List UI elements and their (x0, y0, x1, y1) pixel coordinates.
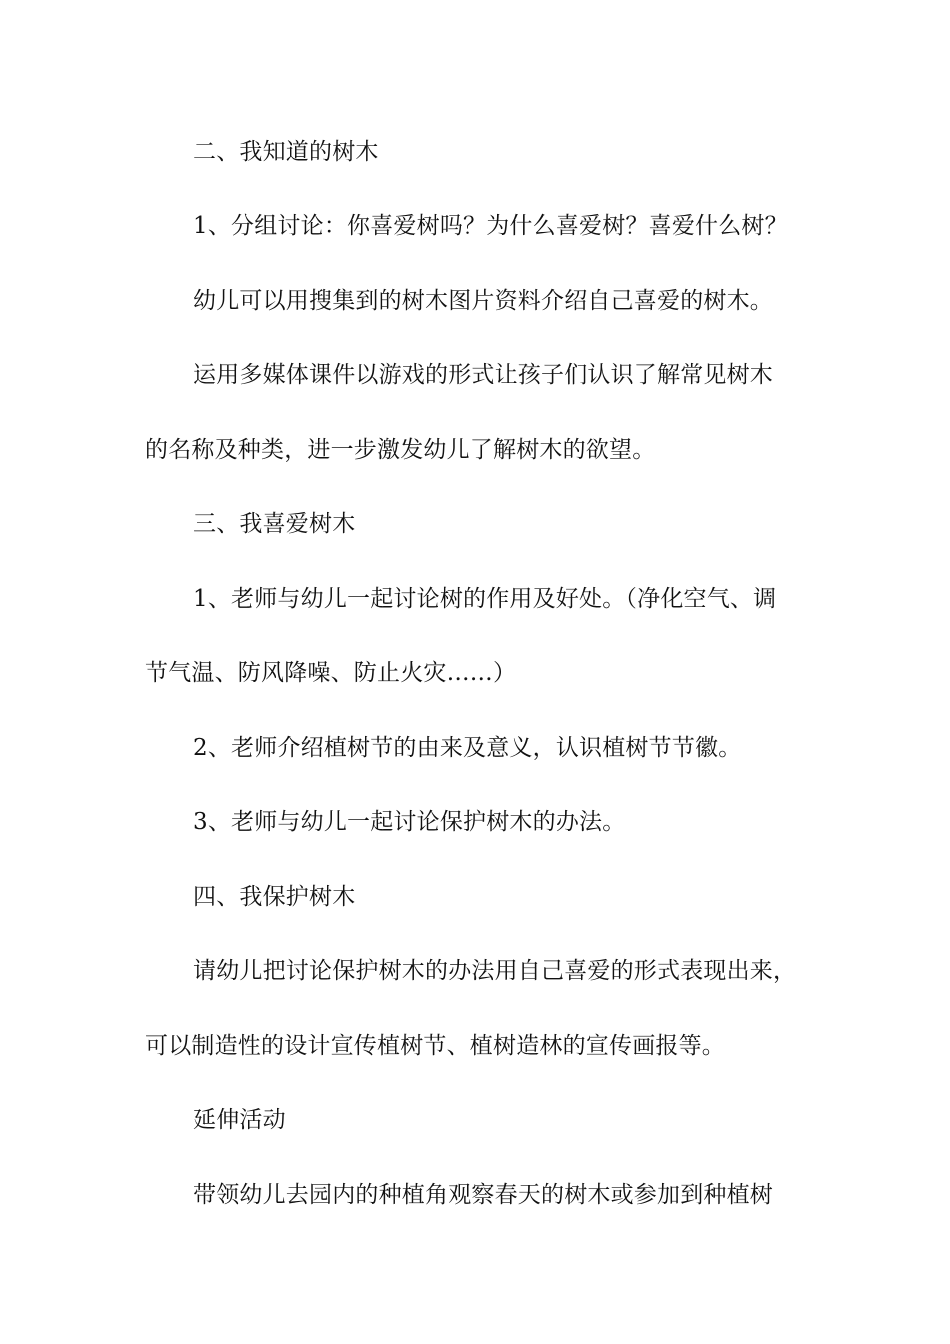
section-heading-4: 四、我保护树木 (193, 884, 356, 910)
paragraph-line: 节气温、防风降噪、防止火灾……） (145, 660, 517, 686)
paragraph-line: 可以制造性的设计宣传植树节、植树造林的宣传画报等。 (145, 1033, 725, 1059)
section-heading-3: 三、我喜爱树木 (193, 511, 356, 537)
paragraph-line: 1、分组讨论：你喜爱树吗？为什么喜爱树？喜爱什么树？ (193, 213, 788, 239)
paragraph-line: 带领幼儿去园内的种植角观察春天的树木或参加到种植树 (193, 1182, 773, 1208)
paragraph-line: 请幼儿把讨论保护树木的办法用自己喜爱的形式表现出来， (193, 958, 797, 984)
paragraph-line: 1、老师与幼儿一起讨论树的作用及好处。（净化空气、调 (193, 586, 777, 612)
paragraph-line: 运用多媒体课件以游戏的形式让孩子们认识了解常见树木 (193, 362, 773, 388)
paragraph-line: 幼儿可以用搜集到的树木图片资料介绍自己喜爱的树木。 (193, 288, 773, 314)
paragraph-line: 3、老师与幼儿一起讨论保护树木的办法。 (193, 809, 626, 835)
section-heading-2: 二、我知道的树木 (193, 139, 379, 165)
paragraph-line: 的名称及种类，进一步激发幼儿了解树木的欲望。 (145, 437, 656, 463)
paragraph-line: 2、老师介绍植树节的由来及意义，认识植树节节徽。 (193, 735, 742, 761)
section-heading-extension: 延伸活动 (193, 1107, 286, 1133)
